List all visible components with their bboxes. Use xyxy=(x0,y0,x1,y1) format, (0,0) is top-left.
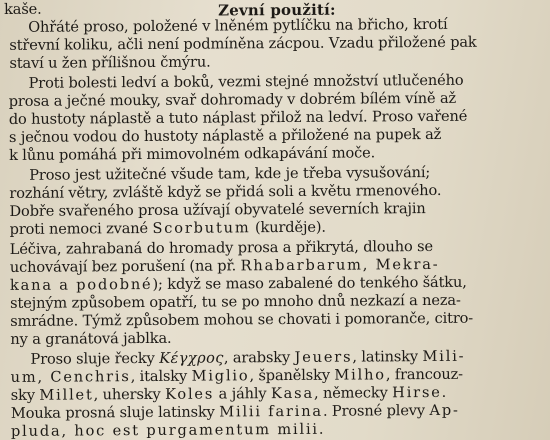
text-segment: Léčiva, zahrabaná do hromady prosa a přikrytá, dlouho se xyxy=(9,237,434,258)
text-segment: rozhání větry, zvláště když se přidá soli a květu rmenového. xyxy=(9,181,442,202)
text-line xyxy=(9,54,210,73)
text-segment: proti nemoci zvané xyxy=(9,219,153,238)
text-segment: sky xyxy=(10,386,40,404)
text-line xyxy=(4,1,42,19)
spaced-term: um, Cenchris xyxy=(10,368,131,386)
spaced-term: Rhabarbarum, Mekra- xyxy=(240,255,440,275)
text-segment: (kurděje). xyxy=(250,218,326,237)
text-segment: s ječnou vodou do hustoty náplastě a přiložené na pupek až xyxy=(8,125,442,146)
spaced-term: Milho xyxy=(334,366,386,384)
spaced-term: Hirse xyxy=(392,383,442,402)
text-segment: Proso jest užitečné všude tam, kde je třeba vysušování; xyxy=(29,164,431,184)
text-line xyxy=(9,34,476,55)
text-line xyxy=(10,310,473,331)
text-segment: smrádne. Týmž způsobem mohou se chovati i pomoranče, citro- xyxy=(10,309,474,330)
text-line xyxy=(9,200,425,221)
text-line xyxy=(10,330,171,349)
text-line xyxy=(9,126,441,147)
text-segment: ); když se maso zabalené do tenkého šátku, xyxy=(152,273,467,293)
text-segment: , francouz- xyxy=(385,365,463,384)
spaced-term: Millet xyxy=(39,386,94,404)
text-segment: . xyxy=(318,420,324,438)
text-segment: , latinsky xyxy=(352,348,423,366)
text-segment: , španělsky xyxy=(249,366,335,385)
text-segment: ny a granátová jablka. xyxy=(10,329,172,348)
text-segment: k lůnu pomáhá při mimovolném odkapávání moče. xyxy=(9,144,376,164)
text-segment: , německy xyxy=(313,384,393,402)
text-line xyxy=(11,421,323,440)
spaced-term: Milii farina xyxy=(219,402,323,421)
text-segment: Proso sluje řecky xyxy=(30,349,160,368)
text-line xyxy=(9,144,375,165)
text-line xyxy=(11,402,460,423)
text-segment: , italsky xyxy=(130,367,192,386)
greek-term: Κέγχρος xyxy=(159,349,224,367)
spaced-term: Scorbutum xyxy=(152,219,251,237)
text-segment: do hustoty náplastě a tuto náplast přilož na ledví. Proso vařené xyxy=(8,107,468,128)
spaced-term: Jeuers xyxy=(294,348,353,366)
text-segment: . xyxy=(441,383,447,401)
text-segment: Ohřáté proso, položené v lněném pytlíčku na břicho, krotí xyxy=(28,15,448,36)
text-segment: kaše. xyxy=(4,0,42,18)
spaced-term: Kasa xyxy=(270,384,315,403)
spaced-term: Koles xyxy=(164,385,215,403)
text-segment: Proti bolesti ledví a boků, vezmi stejné množství utlučeného xyxy=(28,71,464,92)
text-segment: . Prosné plevy xyxy=(322,402,430,420)
spaced-term: Miglio xyxy=(191,367,250,385)
text-segment: a jáhly xyxy=(214,385,272,403)
spaced-term: Mili- xyxy=(422,347,466,366)
text-segment: , uhersky xyxy=(93,385,166,404)
spaced-term: pluda, hoc est purgamentum milii xyxy=(10,420,319,440)
spaced-term: kana a podobné xyxy=(9,275,153,294)
text-segment: střevní koliku, ačli není podmíněna zácpou. Vzadu přiložené pak xyxy=(9,33,477,54)
text-segment: uchovávají bez porušení (na př. xyxy=(9,257,241,276)
text-segment: stejným způsobem opatří, tu se po mnoho dnů nezkazí a neza- xyxy=(10,291,461,312)
text-line xyxy=(10,219,326,239)
text-segment: , arabsky xyxy=(223,348,295,367)
spaced-term: Ap- xyxy=(429,401,460,420)
text-segment: Mouka prosná sluje latinsky xyxy=(10,403,220,422)
section-heading: Zevní použití: xyxy=(218,0,336,20)
text-segment: staví u žen přílišnou čmýru. xyxy=(9,53,211,72)
text-segment: prosa a ječné mouky, svař dohromady v dobrém bílém víně až xyxy=(8,89,457,110)
text-segment: Dobře svařeného prosa užívají obyvatelé severních krajin xyxy=(9,200,426,220)
